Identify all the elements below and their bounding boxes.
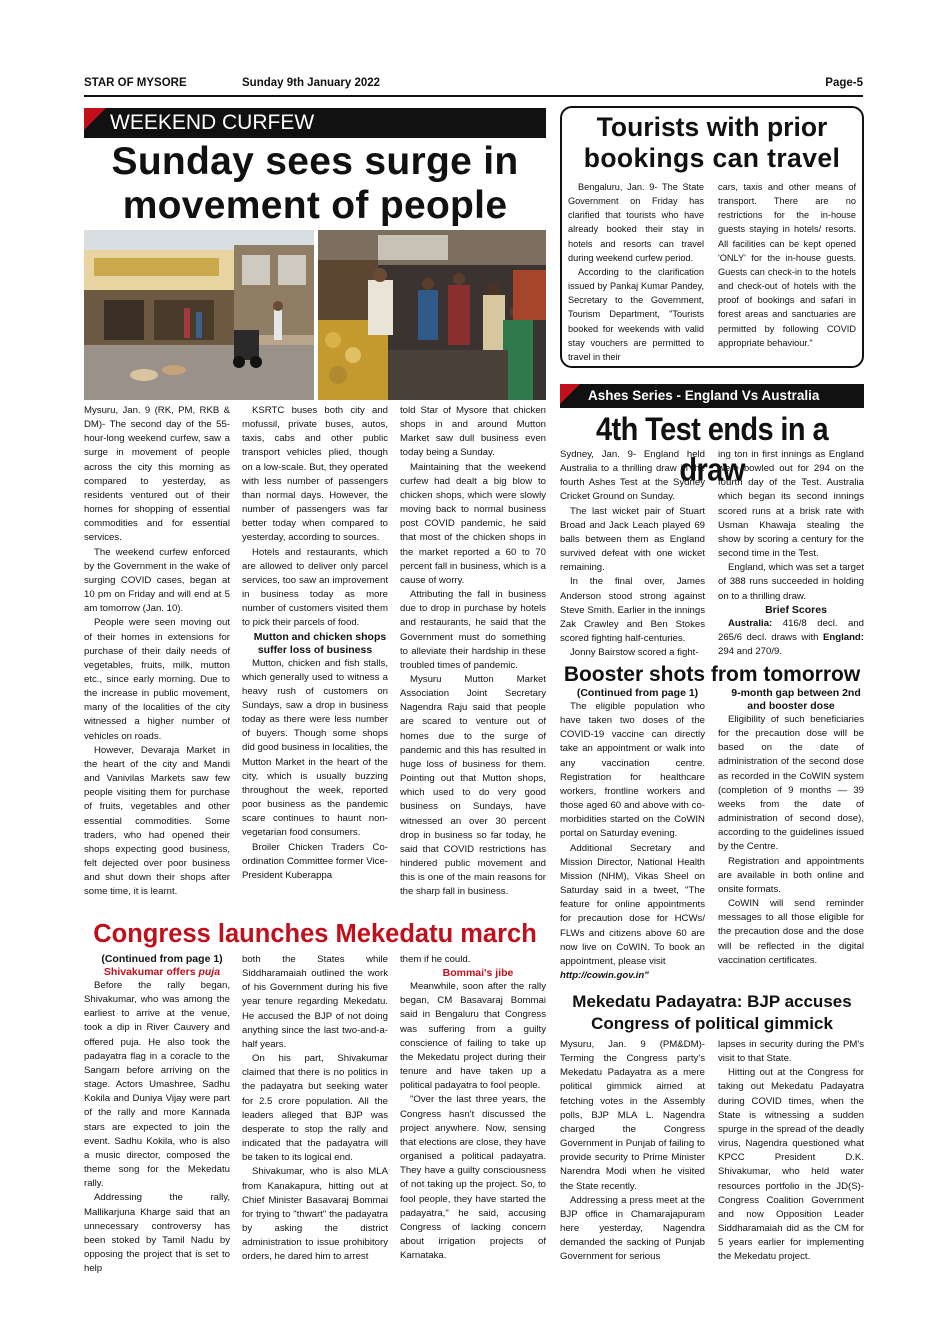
page-number: Page-5 bbox=[825, 77, 863, 89]
booster-col-1 bbox=[560, 687, 705, 983]
tourists-col-1 bbox=[568, 180, 704, 364]
photo-market-image bbox=[318, 230, 546, 400]
curfew-col-2 bbox=[242, 404, 388, 883]
cowin-link[interactable]: http://cowin.gov.in" bbox=[560, 969, 649, 981]
issue-date: Sunday 9th January 2022 bbox=[242, 77, 381, 89]
paragraph: Additional Secretary and Mission Director, National Health Mission (NHM), Vikas Sheel on Saturday said in a tweet, "The feature for online appointments for precaution dose for HCWs/ FLWs and citizens above 60 are now live on CoWIN. To book an appointment, please visit bbox=[560, 842, 705, 967]
paragraph: Before the rally began, Shivakumar, who was among the earliest to arrive at the venue, took a dip in River Cauvery and offered puja. He also took the padayatra flag in a coracle to the Sangam before arriving on the stage. Actors Umashree, Sadhu Kokila and Duniya Vijay were part of the rally and more Kannada stars are expected to join the event. Sadhu Kokila, who is also a music director, composed the theme song for the Mekedatu rally. bbox=[84, 980, 230, 1190]
ashes-col-2 bbox=[718, 448, 864, 659]
headline-line-1: Sunday sees surge in bbox=[111, 140, 519, 183]
headline-line-2: bookings can travel bbox=[583, 143, 841, 173]
paragraph: Mutton, chicken and fish stalls, which generally used to witness a heavy rush of customers on Sundays, saw a drop in business today as there were less number of buyers. Though some shops did good business in localities, the Mutton Market in the heart of the city, which is usually buzzing throughout the week, reported poor business as the pandemic scare continues to haunt non-vegetarian food consumers. bbox=[242, 657, 388, 839]
paragraph: However, Devaraja Market in the heart of the city and Mandi and Vanivilas Markets saw few people visiting them for purchase of fruits, vegetables and other essential commodities. Some traders, who had opened their shops expecting good business, felt dejected over poor business and shut down their shops after some time, it is learnt. bbox=[84, 744, 230, 898]
kicker-triangle bbox=[560, 384, 580, 404]
headline-line-2: Congress of political gimmick bbox=[591, 1014, 833, 1033]
curfew-col-3 bbox=[400, 404, 546, 899]
subhead-italic: puja bbox=[198, 966, 221, 978]
paragraph: The eligible population who have taken two doses of the COVID-19 vaccine can directly take an appointment or walk into any vaccination centre. Registration for healthcare workers, frontline workers and those aged 60 and above with co-morbidities started on the CoWIN portal on Saturday evening. bbox=[560, 701, 705, 840]
header-rule bbox=[84, 95, 863, 97]
paragraph: Mysuru Mutton Market Association Joint Secretary Nagendra Raju said that people are scared to venture out of homes due to the surge of pandemic and this has resulted in huge loss of business for them. Pointing out that Mutton shops, which used to do very good business on Sundays, have witnessed an over 30 percent drop in business so far today, he said that COVID restrictions has hindered public movement and this is one of the main reasons for the sharp fall in business. bbox=[400, 673, 546, 898]
paragraph: both the States while Siddharamaiah outlined the work of his Government during his five year tenure regarding Mekedatu. He accused the BJP of not doing anything since the last two-and-a-half years. bbox=[242, 954, 388, 1050]
bjp-headline bbox=[560, 991, 864, 1035]
paragraph: Jonny Bairstow scored a fight- bbox=[570, 647, 699, 659]
continued-note: (Continued from page 1) bbox=[101, 953, 223, 965]
paragraph: Bengaluru, Jan. 9- The State Government on Friday has clarified that tourists who have already booked their stay in hotels and resorts can travel during weekend curfew period. bbox=[568, 182, 704, 263]
booster-headline: Booster shots from tomorrow bbox=[563, 663, 861, 686]
curfew-col-1 bbox=[84, 404, 230, 899]
paragraph: The weekend curfew enforced by the Government in the wake of surging COVID cases, began at 10 pm on Friday and will end at 5 am tomorrow (Jan. 10). bbox=[84, 546, 230, 615]
curfew-subhead: Mutton and chicken shops suffer loss of business bbox=[253, 630, 387, 656]
paragraph: ing ton in first innings as England were bowled out for 294 on the fourth day of the Test. Australia which began its second innings scored runs at a brisk rate with Usman Khawaja stealing the show by scoring a century for the second time in the Test. bbox=[718, 449, 864, 560]
bjp-col-1 bbox=[560, 1038, 705, 1265]
mekedatu-headline: Congress launches Mekedatu march bbox=[93, 920, 537, 948]
headline-line-1: Mekedatu Padayatra: BJP accuses bbox=[572, 992, 852, 1011]
mekedatu-subhead-2: Bommai's jibe bbox=[442, 967, 514, 980]
mekedatu-subhead-1 bbox=[84, 966, 230, 979]
ashes-headline: 4th Test ends in a draw bbox=[596, 412, 828, 489]
paragraph: In the final over, James Anderson stood strong against Steve Smith. Earlier in the innings Zak Crawley and Ben Stokes scored fighting half-centuries. bbox=[560, 576, 705, 645]
paragraph: Registration and appointments are available in both online and onsite formats. bbox=[718, 855, 864, 895]
headline-line-2: movement of people bbox=[122, 184, 508, 227]
paragraph: Addressing the rally, Mallikarjuna Kharge said that an unnecessary controversy has been stoked by Tamil Nadu by opposing the project that is set to help bbox=[84, 1192, 230, 1275]
paragraph: The last wicket pair of Stuart Broad and Jack Leach played 69 balls between them as England survived defeat with one wicket remaining. bbox=[560, 505, 705, 574]
paragraph: People were seen moving out of their homes in extensions for purchase of their daily needs of vegetables, fruits, milk, mutton etc., since early morning. Due to the increase in public movement, many of the localities of the city witnessed a higher number of vehicles on roads. bbox=[84, 617, 230, 742]
paragraph: Eligibility of such beneficiaries for the precaution dose will be based on the date of administration of the second dose as recorded in the CoWIN system (completion of 9 months — 39 weeks from the date of administration of second dose), according to the guidelines issued by the Centre. bbox=[718, 714, 864, 853]
booster-col-2 bbox=[718, 687, 864, 968]
paragraph: Addressing a press meet at the BJP office in Chamarajapuram here yesterday, Nagendra demanded the sacking of Punjab Government for serious bbox=[560, 1194, 705, 1263]
subhead-text: Shivakumar offers bbox=[103, 966, 199, 978]
paragraph: KSRTC buses both city and mofussil, private buses, autos, taxis, cabs and other public transport vehicles plied, though on a low-scale. But, they operated with less number of passengers than normal days. However, the number of passengers was far better today when compared to yesterday, according to sources. bbox=[242, 405, 388, 544]
kicker-text: WEEKEND CURFEW bbox=[110, 111, 315, 134]
paragraph: On his part, Shivakumar claimed that there is no politics in the padayatra but seeking water for 2.5 crore population. All the leaders alleged that BJP was desperate to stop the rally and indicated that the padayatra will be taken to its logical end. bbox=[242, 1053, 388, 1164]
eng-score: 294 and 270/9. bbox=[718, 646, 783, 658]
paper-name: STAR OF MYSORE bbox=[84, 77, 187, 89]
paragraph: Hotels and restaurants, which are allowed to deliver only parcel services, too saw an improvement in business today as more number of customers visited them to pick their parcels of food. bbox=[242, 546, 388, 629]
curfew-kicker bbox=[84, 108, 546, 138]
curfew-headline bbox=[84, 140, 546, 228]
kicker-triangle bbox=[84, 108, 106, 130]
paragraph: CoWIN will send reminder messages to all those eligible for the precaution dose and the dose will be reflected in the digital vaccination certificates. bbox=[718, 898, 864, 966]
photo-market-street bbox=[84, 230, 314, 400]
paragraph: Broiler Chicken Traders Co-ordination Committee former Vice-President Kuberappa bbox=[242, 841, 388, 881]
paragraph: Mysuru, Jan. 9 (RK, PM, RKB & DM)- The second day of the 55-hour-long weekend curfew, saw a surge in movement of people across the city this morning as compared to yesterday, as residents ventured out of their homes for shopping of essential commodities and for essential services. bbox=[84, 405, 230, 544]
booster-subhead: 9-month gap between 2nd and booster dose bbox=[731, 687, 861, 712]
paragraph: Shivakumar, who is also MLA from Kanakapura, hitting out at Chief Minister Basavaraj Bommai for trying to "thwart" the padayatra by asking the district administration to issue prohibitory orders, he dared him to arrest bbox=[242, 1166, 388, 1263]
mekedatu-col-3 bbox=[400, 953, 546, 1263]
paragraph: cars, taxis and other means of transport. There are no restrictions for the in-house guests staying in hotels/ resorts. All facilities can be kept opened 'ONLY' for the in-house guests. Guests can check-in to the hotels and check-out of hotels with the proof of bookings and safari in forest areas and sanctuaries are permitted by following COVID appropriate behaviour." bbox=[718, 182, 856, 348]
mekedatu-col-1 bbox=[84, 953, 230, 1276]
brief-scores-title: Brief Scores bbox=[765, 603, 827, 616]
paragraph: Attributing the fall in business due to drop in purchase by hotels and restaurants, he said that the Government must do something to alleviate their hardship in these troubled times of pandemic. bbox=[400, 589, 546, 671]
bjp-col-2 bbox=[718, 1038, 864, 1265]
aus-label: Australia: bbox=[728, 617, 773, 629]
brief-scores bbox=[718, 617, 864, 659]
aus-score: 416/8 decl. and 265/6 decl. draws with bbox=[718, 617, 864, 643]
paragraph: Hitting out at the Congress for taking out Mekedatu Padayatra during COVID times, when the State is witnessing a sudden spurge in the spread of the deadly virus, Nagendra questioned what KPCC President D.K. Shivakumar, who held water resources portfolio in the JD(S)-Congress Coalition Government and now Opposition Leader Siddharamaiah did as the CM for 5 years earlier for implementing the Mekedatu project. bbox=[718, 1067, 864, 1263]
ashes-col-1 bbox=[560, 448, 705, 660]
paragraph: them if he could. bbox=[400, 954, 471, 965]
paragraph: Sydney, Jan. 9- England held Australia to a thrilling draw in the fourth Ashes Test at the Sydney Cricket Ground on Sunday. bbox=[560, 449, 705, 503]
photo-street-image bbox=[84, 230, 314, 400]
paragraph: Meanwhile, soon after the rally began, CM Basavaraj Bommai said in Bengaluru that Congress was suffering from a guilty conscience of failing to take up the Mekedatu project during their tenure and have taken up a political padayatra to fool people. bbox=[400, 981, 546, 1092]
headline-line-1: Tourists with prior bbox=[596, 112, 828, 142]
mekedatu-col-2 bbox=[242, 953, 388, 1264]
paragraph: Mysuru, Jan. 9 (PM&DM)- Terming the Congress party's Mekedatu Padayatra as a mere political gimmick aimed at fetching votes in the Assembly polls, BJP MLA L. Nagendra charged the Congress Government in Punjab of failing to provide security to Prime Minister Narendra Modi when he visited the State recently. bbox=[560, 1039, 705, 1192]
kicker-text: Ashes Series - England Vs Australia bbox=[588, 388, 820, 403]
paragraph: Maintaining that the weekend curfew had dealt a big blow to chicken shops, which were slowly moving back to normal business post COVID pandemic, he said that most of the chicken shops in the market reported a 60 to 70 percent fall in business, which is a cause of worry. bbox=[400, 461, 546, 586]
paragraph: told Star of Mysore that chicken shops in and around Mutton Market saw dull business even today being a Sunday. bbox=[400, 405, 546, 459]
tourists-col-2 bbox=[718, 180, 856, 350]
ashes-kicker bbox=[560, 384, 864, 408]
paragraph: "Over the last three years, the Congress hasn't discussed the project anywhere. Now, sensing that elections are close, they have organised a political padayatra. They have a guilty consciousness of not taking up the project. So, to fool people, they have started the padayatra," he said, accusing Congress of lacking concern about irrigation projects of Karnataka. bbox=[400, 1094, 546, 1262]
paragraph: lapses in security during the PM's visit to that State. bbox=[718, 1039, 864, 1065]
tourists-headline bbox=[566, 112, 858, 174]
paragraph: According to the clarification issued by Pankaj Kumar Pandey, Secretary to the Government, Tourism Department, "Tourists booked for weekends with valid stay vouchers are permitted to travel in their bbox=[568, 266, 704, 362]
continued-note: (Continued from page 1) bbox=[576, 687, 699, 699]
eng-label: England: bbox=[822, 631, 864, 643]
photo-vegetable-market bbox=[318, 230, 546, 400]
paragraph: England, which was set a target of 388 runs succeeded in holding on to a thrilling draw. bbox=[718, 562, 864, 602]
